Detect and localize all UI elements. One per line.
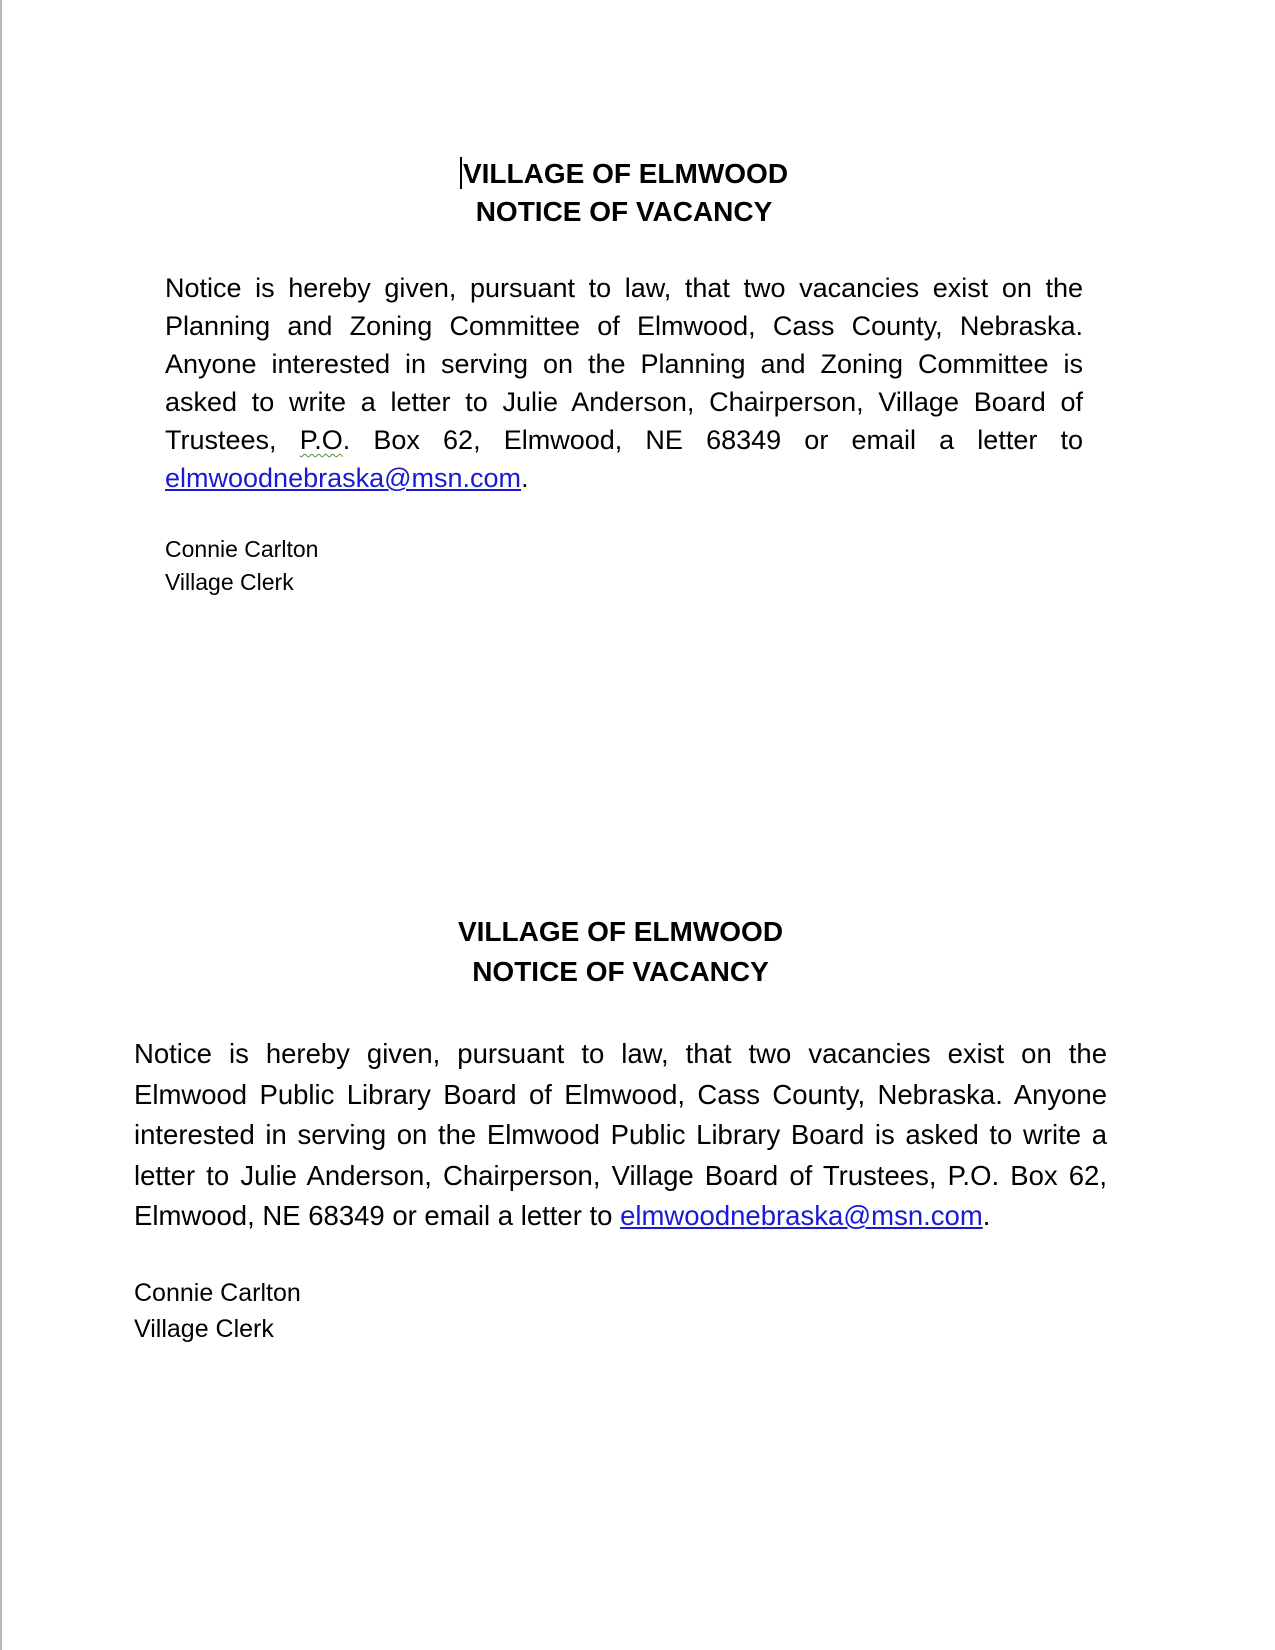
signer-title: Village Clerk: [134, 1314, 274, 1343]
page-left-border: [0, 0, 2, 1650]
signature-block: [165, 533, 1083, 599]
signer-title: Village Clerk: [165, 569, 294, 595]
notice-heading: [165, 155, 1083, 231]
body-text-part-2: . Box 62, Elmwood, NE 68349 or email a letter to: [342, 425, 1083, 455]
body-text-main: Notice is hereby given, pursuant to law, that two vacancies exist on the Elmwood Public Library Board of Elmwood, Cass County, Nebraska. Anyone interested in serving on the Elmwood Public Library Board is asked to write a letter to Julie Anderson, Chairperson, Village Board of Trustees, P.O. Box 62, Elmwood, NE 68349 or email a letter to: [134, 1038, 1107, 1231]
heading-line-1: VILLAGE OF ELMWOOD: [457, 916, 784, 947]
email-link[interactable]: elmwoodnebraska@msn.com: [620, 1200, 983, 1231]
heading-line-1[interactable]: [165, 155, 1083, 193]
signer-name: Connie Carlton: [165, 536, 319, 562]
notice-library-board: [134, 912, 1107, 1347]
body-text-part-1: Notice is hereby given, pursuant to law, that two vacancies exist on the Planning and Zoning Committee of Elmwood, Cass County, Nebraska. Anyone interested in serving on the Planning and Zoning Committee is asked to write a letter to Julie Anderson, Chairperson, Village Board of Trustees,: [165, 273, 1083, 455]
email-link[interactable]: elmwoodnebraska@msn.com: [165, 463, 522, 493]
text-cursor: [460, 157, 462, 189]
notice-heading: [134, 912, 1107, 992]
signer-name: Connie Carlton: [134, 1278, 301, 1307]
spellcheck-flagged-word[interactable]: P.O: [299, 425, 343, 455]
notice-body: [165, 269, 1083, 497]
signature-block: [134, 1275, 1107, 1347]
notice-planning-zoning: [165, 155, 1083, 599]
body-text-end: .: [521, 463, 529, 493]
heading-line-2: NOTICE OF VACANCY: [472, 956, 769, 987]
notice-body: [134, 1034, 1107, 1237]
body-text-end: .: [982, 1200, 991, 1231]
heading-village-name: VILLAGE OF ELMWOOD: [462, 158, 789, 189]
heading-line-2: NOTICE OF VACANCY: [475, 196, 773, 227]
